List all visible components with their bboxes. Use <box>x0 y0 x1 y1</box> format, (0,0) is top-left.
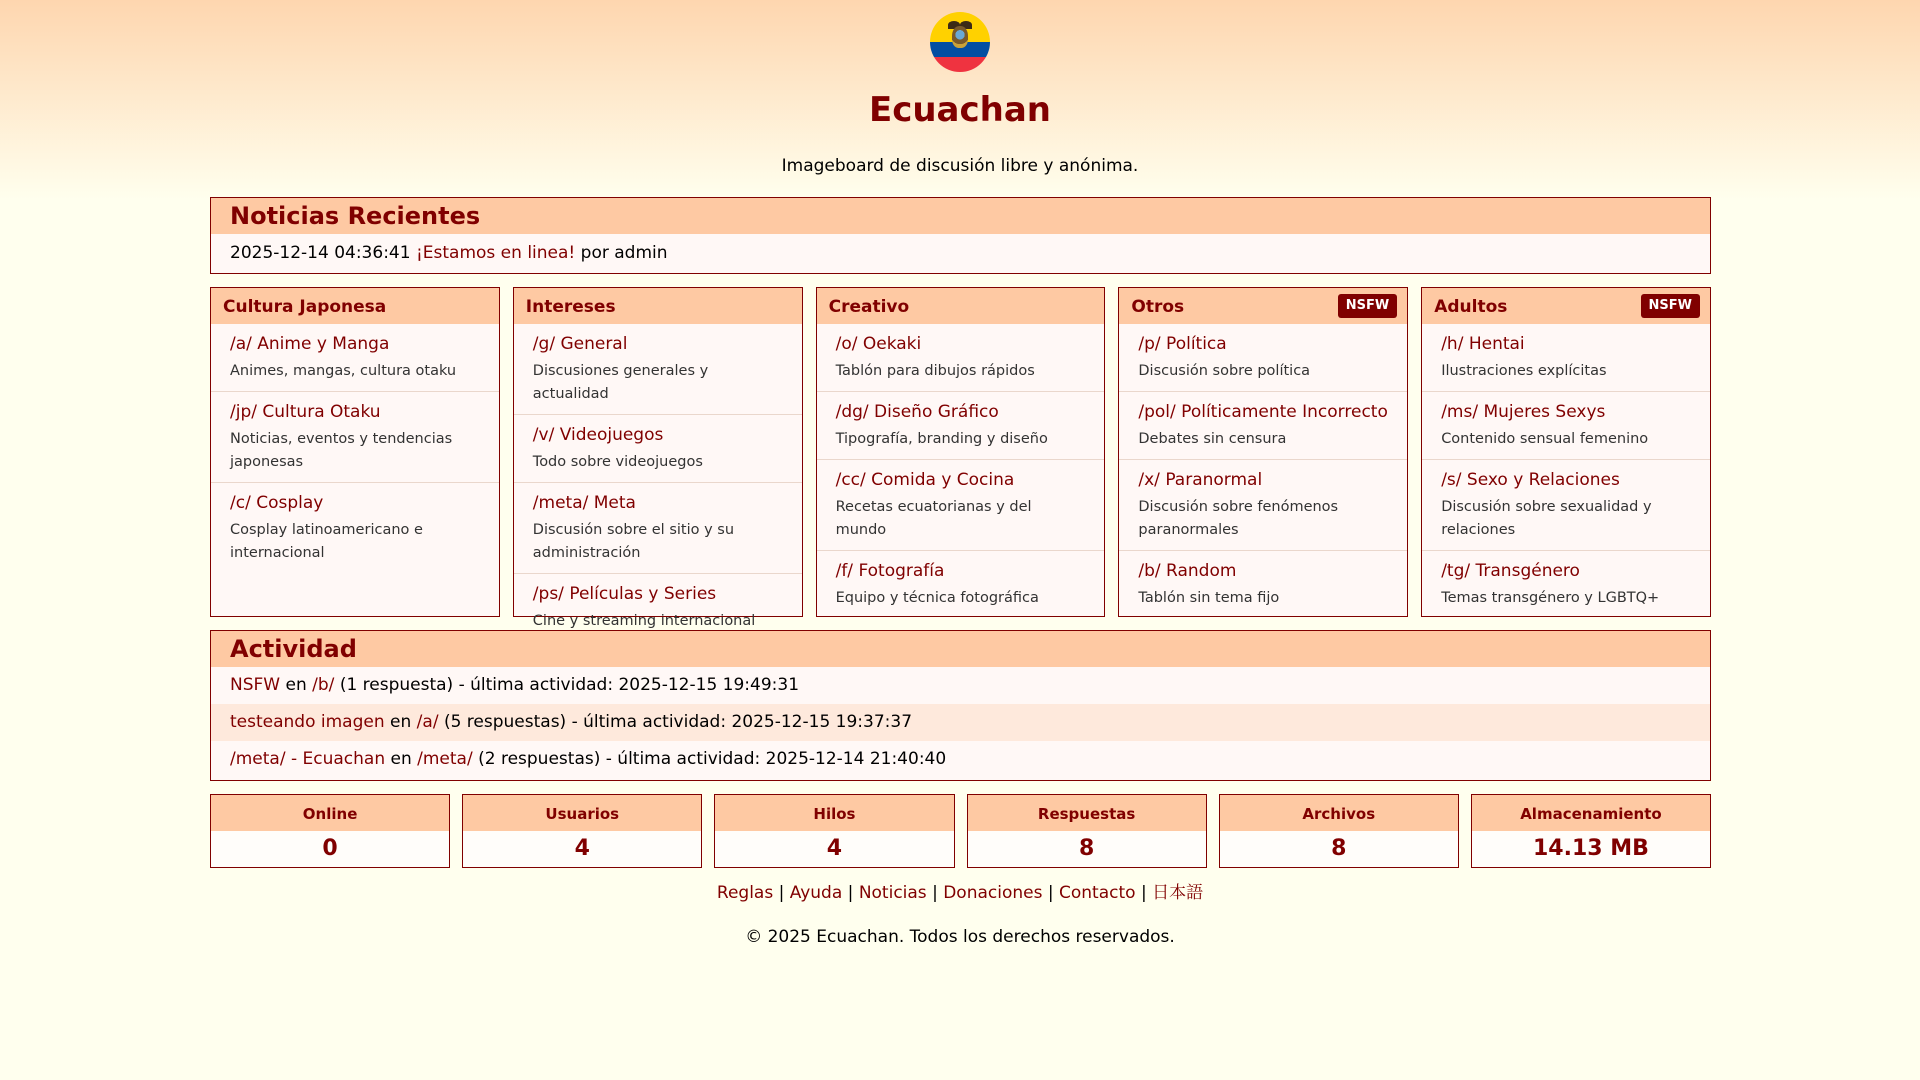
board-description: Temas transgénero y LGBTQ+ <box>1441 590 1660 606</box>
activity-panel <box>210 630 1711 781</box>
category-adultos <box>1421 287 1711 617</box>
category-title: Cultura Japonesa <box>211 288 499 324</box>
board-link-x[interactable]: /x/ Paranormal <box>1138 470 1263 490</box>
site-header <box>0 0 1920 176</box>
board-link[interactable]: /a/ <box>416 712 439 732</box>
board-item <box>514 415 802 483</box>
board-description: Tablón para dibujos rápidos <box>835 363 1035 379</box>
board-link-pol[interactable]: /pol/ Políticamente Incorrecto <box>1138 402 1388 422</box>
activity-preposition: en <box>390 712 412 732</box>
footer-link-ayuda[interactable]: Ayuda <box>789 883 843 903</box>
board-link-f[interactable]: /f/ Fotografía <box>835 561 945 581</box>
board-link[interactable]: /meta/ <box>417 749 473 769</box>
board-item <box>817 551 1105 618</box>
activity-item <box>211 741 1710 778</box>
board-description: Discusión sobre sexualidad y relaciones <box>1441 499 1652 538</box>
thread-link[interactable]: /meta/ - Ecuachan <box>230 749 386 769</box>
board-link-b[interactable]: /b/ Random <box>1138 561 1237 581</box>
ecuador-flag-icon[interactable] <box>930 12 990 72</box>
board-description: Noticias, eventos y tendencias japonesas <box>230 431 453 470</box>
news-headline-link[interactable]: ¡Estamos en linea! <box>415 243 576 263</box>
board-description: Tipografía, branding y diseño <box>835 431 1048 447</box>
board-categories <box>210 287 1711 629</box>
footer-separator: | <box>1140 883 1147 903</box>
board-item <box>1119 324 1407 392</box>
site-stats <box>210 794 1711 868</box>
board-description: Discusión sobre el sitio y su administración <box>532 522 735 561</box>
thread-link[interactable]: NSFW <box>230 675 281 695</box>
footer-separator: | <box>932 883 938 903</box>
board-link-ms[interactable]: /ms/ Mujeres Sexys <box>1441 402 1606 422</box>
board-item <box>1119 460 1407 551</box>
stat-label: Online <box>211 795 449 831</box>
news-panel <box>210 197 1711 274</box>
board-link-meta[interactable]: /meta/ Meta <box>532 493 636 513</box>
board-description: Equipo y técnica fotográfica <box>835 590 1039 606</box>
footer-separator: | <box>847 883 854 903</box>
category-creativo <box>816 287 1106 617</box>
coat-of-arms-icon <box>952 26 968 48</box>
activity-info: (1 respuesta) - última actividad: 2025-12-15 19:49:31 <box>339 675 800 695</box>
board-item <box>1119 551 1407 618</box>
board-link-h[interactable]: /h/ Hentai <box>1441 334 1525 354</box>
activity-item <box>211 667 1710 704</box>
board-link-a[interactable]: /a/ Anime y Manga <box>230 334 390 354</box>
nsfw-badge: NSFW <box>1641 294 1700 318</box>
copyright: © 2025 Ecuachan. Todos los derechos reservados. <box>745 927 1175 947</box>
board-item <box>1422 460 1710 551</box>
board-link-cc[interactable]: /cc/ Comida y Cocina <box>835 470 1015 490</box>
board-link-dg[interactable]: /dg/ Diseño Gráfico <box>835 402 999 422</box>
category-title: Intereses <box>514 288 802 324</box>
site-subtitle: Imageboard de discusión libre y anónima. <box>781 156 1139 176</box>
stat-label: Usuarios <box>463 795 701 831</box>
stat-label: Hilos <box>715 795 953 831</box>
board-link-o[interactable]: /o/ Oekaki <box>835 334 922 354</box>
stat-value: 4 <box>826 836 843 861</box>
board-description: Recetas ecuatorianas y del mundo <box>835 499 1032 538</box>
board-item <box>514 324 802 415</box>
board-link-v[interactable]: /v/ Videojuegos <box>532 425 664 445</box>
site-title: Ecuachan <box>868 90 1052 130</box>
stat-usuarios <box>462 794 702 868</box>
board-link-c[interactable]: /c/ Cosplay <box>230 493 324 513</box>
stat-archivos <box>1219 794 1459 868</box>
news-item <box>211 234 1710 272</box>
board-link[interactable]: /b/ <box>312 675 335 695</box>
board-item <box>817 324 1105 392</box>
stat-value: 0 <box>322 836 338 861</box>
category-title: Otros NSFW <box>1119 288 1407 324</box>
board-link-s[interactable]: /s/ Sexo y Relaciones <box>1441 470 1620 490</box>
board-link-p[interactable]: /p/ Política <box>1138 334 1227 354</box>
board-item <box>817 392 1105 460</box>
stat-label: Almacenamiento <box>1472 795 1710 831</box>
category-cultura-japonesa <box>210 287 500 617</box>
board-item <box>211 324 499 392</box>
stat-value: 4 <box>574 836 590 861</box>
footer-link-contacto[interactable]: Contacto <box>1059 883 1136 903</box>
activity-item <box>211 704 1710 741</box>
board-link-g[interactable]: /g/ General <box>532 334 628 354</box>
board-description: Debates sin censura <box>1138 431 1287 447</box>
board-description: Tablón sin tema fijo <box>1138 590 1280 606</box>
board-link-tg[interactable]: /tg/ Transgénero <box>1441 561 1580 581</box>
stat-online <box>210 794 450 868</box>
footer-link-japanese[interactable]: 日本語 <box>1152 883 1204 903</box>
board-item <box>1422 324 1710 392</box>
footer-nav <box>0 881 1920 905</box>
stat-label: Archivos <box>1220 795 1458 831</box>
board-description: Ilustraciones explícitas <box>1441 363 1607 379</box>
board-item <box>211 392 499 483</box>
news-date: 2025-12-14 04:36:41 <box>230 243 411 263</box>
board-link-jp[interactable]: /jp/ Cultura Otaku <box>230 402 381 422</box>
news-author: por admin <box>580 243 668 263</box>
nsfw-badge: NSFW <box>1338 294 1397 318</box>
activity-title: Actividad <box>211 631 1710 667</box>
activity-preposition: en <box>285 675 307 695</box>
category-otros <box>1118 287 1408 617</box>
board-link-ps[interactable]: /ps/ Películas y Series <box>532 584 717 604</box>
board-description: Contenido sensual femenino <box>1441 431 1649 447</box>
footer-separator: | <box>778 883 785 903</box>
footer-link-donaciones[interactable]: Donaciones <box>943 883 1043 903</box>
board-description: Cine y streaming internacional <box>532 613 756 629</box>
board-description: Todo sobre videojuegos <box>532 454 703 470</box>
footer-separator: | <box>1047 883 1054 903</box>
category-title: Creativo <box>817 288 1105 324</box>
board-item <box>1422 392 1710 460</box>
category-intereses <box>513 287 803 629</box>
footer-link-noticias[interactable]: Noticias <box>858 883 927 903</box>
footer-link-reglas[interactable]: Reglas <box>716 883 774 903</box>
stat-label: Respuestas <box>968 795 1206 831</box>
board-description: Discusión sobre fenómenos paranormales <box>1138 499 1339 538</box>
category-title: Adultos NSFW <box>1422 288 1710 324</box>
board-item <box>211 483 499 573</box>
board-item <box>1422 551 1710 618</box>
board-description: Animes, mangas, cultura otaku <box>230 363 457 379</box>
stat-value: 8 <box>1078 836 1095 861</box>
thread-link[interactable]: testeando imagen <box>230 712 385 732</box>
stat-value: 8 <box>1331 836 1347 861</box>
stat-hilos <box>714 794 954 868</box>
stat-respuestas <box>967 794 1207 868</box>
stat-value: 14.13 MB <box>1532 836 1649 861</box>
activity-info: (5 respuestas) - última actividad: 2025-12-15 19:37:37 <box>443 712 913 732</box>
activity-preposition: en <box>390 749 412 769</box>
board-item <box>817 460 1105 551</box>
board-item <box>514 483 802 574</box>
board-description: Discusión sobre política <box>1138 363 1311 379</box>
board-description: Discusiones generales y actualidad <box>532 363 709 402</box>
activity-info: (2 respuestas) - última actividad: 2025-12-14 21:40:40 <box>478 749 947 769</box>
board-item <box>1119 392 1407 460</box>
board-description: Cosplay latinoamericano e internacional <box>230 522 423 561</box>
stat-almacenamiento <box>1471 794 1711 868</box>
news-title: Noticias Recientes <box>211 198 1710 234</box>
